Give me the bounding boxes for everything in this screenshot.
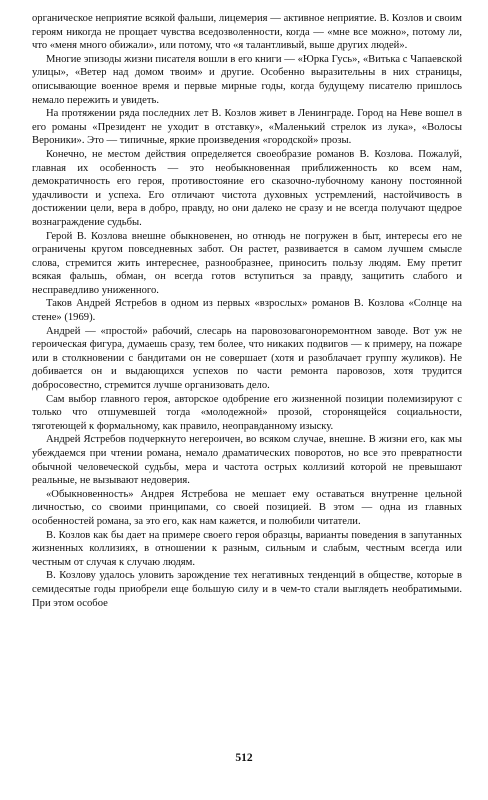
paragraph: органическое неприятие всякой фальши, лицемерия — активное неприятие. В. Козлов и своим героям никогда не прощает чувства вседозволенности, когда — «мне все можно», потому ли, что «меня много обижали», или потому, что «я талантливый, выше других людей». xyxy=(32,13,462,52)
paragraph: Герой В. Козлова внешне обыкновенен, но отнюдь не погружен в быт, интересы его не ограничены кругом повседневных забот. Он растет, развивается в самом лучшем смысле слова, стремится жить интереснее, разнообразнее, приносить пользу людям. Ему претит всякая фальшь, обман, он всегда готов вступиться за правду, защитить слабого и несправедливо униженного. xyxy=(32,230,462,296)
paragraph: В. Козлову удалось уловить зарождение тех негативных тенденций в обществе, которые в семидесятые годы приобрели еще большую силу и в чем-то стали выглядеть необратимыми. При этом особое xyxy=(32,570,462,609)
paragraph: «Обыкновенность» Андрея Ястребова не мешает ему оставаться внутренне цельной личностью, со своими принципами, со своей позицией. В этом — одна из главных особенностей романа, за это его, как нам кажется, и полюбили читатели. xyxy=(32,488,462,527)
paragraph: Сам выбор главного героя, авторское одобрение его жизненной позиции полемизируют с только что отшумевшей тогда «молодежной» прозой, сторонящейся социальности, тяготеющей к формальному, как правило, неоправданному изыску. xyxy=(32,393,462,432)
paragraph: Таков Андрей Ястребов в одном из первых «взрослых» романов В. Козлова «Солнце на стене» (1969). xyxy=(32,298,462,324)
paragraph: Конечно, не местом действия определяется своеобразие романов В. Козлова. Пожалуй, главная их особенность — это необыкновенная приближенность ко всем нам, демократичность его героя, противостояние его сказочно-лубочному канону постоянной удачливости и успеха. Его отличают чистота духовных устремлений, настойчивость в достижении цели, вера в добро, правду, но они далеко не сразу и не всегда получают щедрое вознаграждение судьбы. xyxy=(32,148,462,228)
page-number: 512 xyxy=(235,752,253,764)
paragraph: Многие эпизоды жизни писателя вошли в его книги — «Юрка Гусь», «Витька с Чапаевской улицы», «Ветер над домом твоим» и другие. Особенно выразительны в них страницы, описывающие военное время и первые мирные годы, когда будущему писателю пришлось немало пережить и увидеть. xyxy=(32,53,462,106)
body-text xyxy=(32,12,462,610)
paragraph: Андрей — «простой» рабочий, слесарь на паровозовагоноремонтном заводе. Вот уж не героическая фигура, думаешь сразу, тем более, что никаких подвигов — к примеру, на пожаре или в столкновении с бандитами он не совершает (хотя и разоблачает группу жуликов). Не добивается он и выдающихся успехов по части ремонта паровозов, хотя трудится добросовестно, стремится лучше организовать дело. xyxy=(32,325,462,392)
paragraph: Андрей Ястребов подчеркнуто негероичен, во всяком случае, внешне. В жизни его, как мы убеждаемся при чтении романа, немало драматических поворотов, но все это превратности обычной человеческой судьбы, мера и частота острых коллизий которой не превышают реальные, не вызывают недоверия. xyxy=(32,434,462,487)
paragraph: В. Козлов как бы дает на примере своего героя образцы, варианты поведения в запутанных жизненных коллизиях, в отношении к разным, сильным и слабым, честным всегда или честным от случая к случаю людям. xyxy=(32,529,462,568)
paragraph: На протяжении ряда последних лет В. Козлов живет в Ленинграде. Город на Неве вошел в его романы «Президент не уходит в отставку», «Маленький стрелок из лука», «Волосы Вероники». Это — типичные, яркие произведения «городской» прозы. xyxy=(32,108,462,147)
